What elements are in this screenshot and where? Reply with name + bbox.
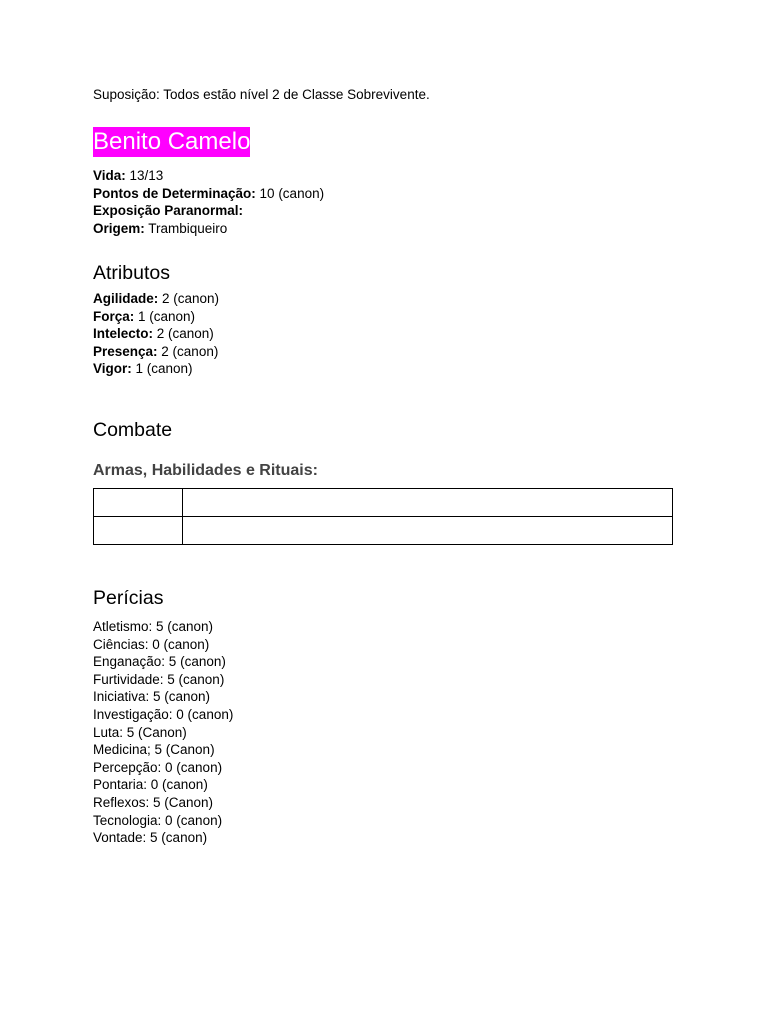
attribute-forca [93, 308, 219, 326]
table-cell [94, 489, 183, 517]
attribute-value: 1 (canon) [131, 361, 193, 377]
skill-investigacao: Investigação: 0 (canon) [93, 706, 234, 722]
table-row [94, 489, 673, 517]
skill-furtividade: Furtividade: 5 (canon) [93, 671, 225, 687]
stat-exposicao-paranormal [93, 202, 324, 220]
skill-ciencias: Ciências: 0 (canon) [93, 636, 210, 652]
attribute-vigor [93, 360, 219, 378]
stat-value: 10 (canon) [255, 185, 325, 201]
combat-subheading: Armas, Habilidades e Rituais: [93, 462, 318, 479]
attribute-label: Presença: [93, 343, 158, 359]
attribute-value: 2 (canon) [153, 326, 214, 342]
attribute-presenca [93, 343, 219, 361]
character-name: Benito Camelo [93, 128, 251, 155]
skill-tecnologia: Tecnologia: 0 (canon) [93, 812, 223, 828]
table-cell [183, 489, 673, 517]
skill-iniciativa: Iniciativa: 5 (canon) [93, 689, 211, 705]
skill-reflexos: Reflexos: 5 (Canon) [93, 794, 214, 810]
table-cell [183, 517, 673, 545]
assumption-note: Suposição: Todos estão nível 2 de Classe Sobrevivente. [93, 87, 430, 102]
skill-medicina: Medicina; 5 (Canon) [93, 742, 215, 758]
stat-label: Vida: [93, 168, 126, 183]
attribute-agilidade [93, 290, 219, 308]
attribute-value: 2 (canon) [157, 343, 219, 359]
attribute-value: 2 (canon) [158, 291, 220, 306]
attribute-label: Força: [93, 308, 135, 324]
attribute-value: 1 (canon) [134, 308, 196, 324]
combat-heading: Combate [93, 419, 173, 441]
attribute-intelecto [93, 325, 219, 343]
attribute-label: Vigor: [93, 361, 132, 377]
stat-vida [93, 167, 324, 185]
character-stats [93, 167, 324, 237]
stat-label: Origem: [93, 220, 145, 236]
stat-label: Pontos de Determinação: [93, 185, 256, 201]
table-row [94, 517, 673, 545]
skill-pontaria: Pontaria: 0 (canon) [93, 777, 208, 793]
stat-value: Trambiqueiro [144, 220, 228, 236]
attributes-heading: Atributos [93, 262, 170, 284]
skill-atletismo: Atletismo: 5 (canon) [93, 619, 214, 634]
stat-label: Exposição Paranormal: [93, 203, 244, 219]
stat-pontos-determinacao [93, 185, 324, 203]
stat-origem [93, 220, 324, 238]
attribute-label: Agilidade: [93, 291, 159, 306]
skill-percepcao: Percepção: 0 (canon) [93, 759, 223, 775]
stat-value: 13/13 [125, 168, 164, 183]
combat-table [93, 488, 673, 545]
attribute-label: Intelecto: [93, 326, 154, 342]
skills-heading: Perícias [93, 587, 164, 609]
skill-luta: Luta: 5 (Canon) [93, 724, 187, 740]
skills-list [93, 618, 233, 847]
attributes-list [93, 290, 219, 378]
table-cell [94, 517, 183, 545]
skill-enganacao: Enganação: 5 (canon) [93, 654, 226, 670]
skill-vontade: Vontade: 5 (canon) [93, 830, 208, 846]
